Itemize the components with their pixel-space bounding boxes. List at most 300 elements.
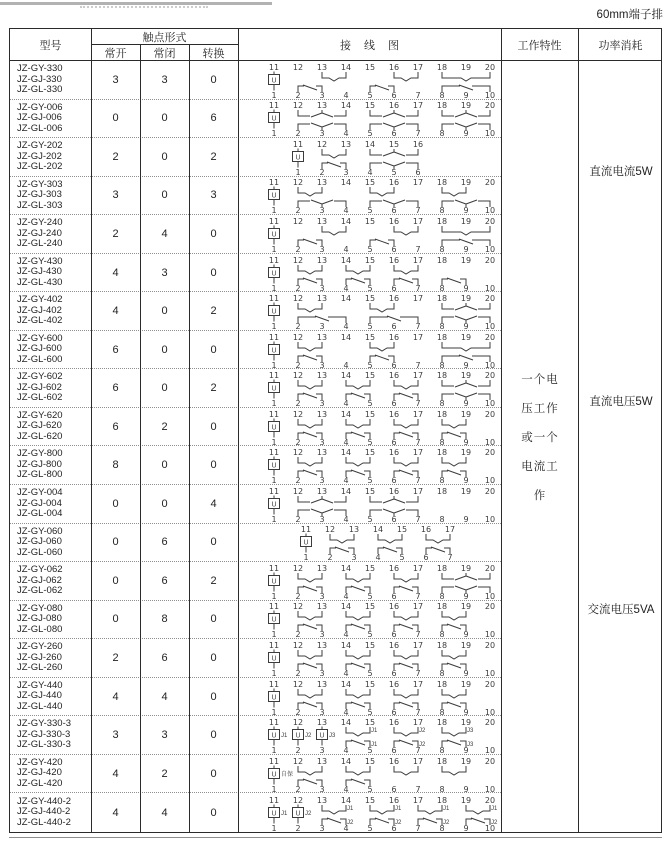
- svg-text:4: 4: [343, 707, 349, 716]
- svg-text:9: 9: [463, 437, 469, 446]
- header-changeover: 转换: [202, 47, 225, 60]
- table-row: [10, 61, 501, 100]
- svg-text:9: 9: [463, 360, 469, 369]
- svg-text:15: 15: [364, 178, 376, 188]
- svg-text:7: 7: [415, 129, 421, 138]
- svg-text:U: U: [271, 385, 277, 393]
- column-divider: [140, 45, 141, 832]
- svg-text:17: 17: [412, 255, 424, 265]
- count-normally-open: 3: [112, 73, 119, 86]
- svg-text:11: 11: [268, 178, 280, 188]
- svg-text:16: 16: [388, 294, 400, 304]
- count-changeover: 0: [210, 227, 217, 240]
- svg-text:10: 10: [484, 437, 496, 446]
- count-normally-open: 4: [112, 690, 119, 703]
- svg-text:7: 7: [415, 823, 421, 832]
- svg-text:20: 20: [484, 216, 496, 226]
- svg-text:10: 10: [484, 591, 496, 600]
- power-consumption-cell: [579, 61, 663, 832]
- svg-text:12: 12: [292, 640, 304, 650]
- model-cell: JZ-GY-060 JZ-GJ-060 JZ-GL-060: [17, 525, 63, 558]
- svg-text:6: 6: [391, 784, 397, 793]
- svg-text:2: 2: [295, 707, 301, 716]
- count-changeover: 6: [210, 112, 217, 125]
- svg-text:2: 2: [295, 630, 301, 639]
- svg-text:9: 9: [463, 322, 469, 331]
- svg-text:U: U: [271, 771, 277, 779]
- svg-text:3: 3: [319, 206, 325, 215]
- count-normally-open: 8: [112, 459, 119, 472]
- svg-text:U: U: [271, 424, 277, 432]
- svg-text:17: 17: [412, 101, 424, 111]
- svg-text:4: 4: [343, 129, 349, 138]
- svg-text:4: 4: [343, 591, 349, 600]
- svg-text:2: 2: [295, 322, 301, 331]
- svg-text:12: 12: [292, 178, 304, 188]
- svg-text:5: 5: [391, 167, 397, 176]
- svg-text:7: 7: [415, 784, 421, 793]
- svg-text:1: 1: [271, 707, 277, 716]
- count-normally-open: 2: [112, 227, 119, 240]
- svg-text:5: 5: [367, 630, 373, 639]
- svg-text:8: 8: [439, 476, 445, 485]
- svg-text:18: 18: [436, 255, 448, 265]
- svg-text:4: 4: [343, 668, 349, 677]
- svg-text:16: 16: [388, 602, 400, 612]
- svg-text:11: 11: [268, 756, 280, 766]
- table-row: [10, 100, 501, 139]
- svg-text:16: 16: [388, 718, 400, 728]
- terminal-strip-label: 60mm端子排: [596, 9, 663, 21]
- svg-text:12: 12: [292, 409, 304, 419]
- wiring-diagram: [238, 755, 501, 793]
- svg-text:14: 14: [340, 640, 352, 650]
- svg-text:7: 7: [415, 514, 421, 523]
- svg-text:1: 1: [295, 167, 301, 176]
- count-normally-open: 0: [112, 613, 119, 626]
- svg-text:14: 14: [340, 756, 352, 766]
- svg-text:15: 15: [364, 216, 376, 226]
- count-normally-open: 0: [112, 112, 119, 125]
- svg-text:8: 8: [439, 823, 445, 832]
- svg-text:13: 13: [348, 525, 360, 535]
- power-consumption-label: 直流电流5W: [589, 166, 653, 178]
- wiring-diagram: [238, 369, 501, 407]
- count-changeover: 0: [210, 266, 217, 279]
- header-model: 型号: [39, 39, 62, 52]
- svg-text:7: 7: [415, 746, 421, 755]
- svg-text:12: 12: [316, 139, 328, 149]
- svg-text:U: U: [271, 231, 277, 239]
- svg-text:20: 20: [484, 255, 496, 265]
- svg-text:15: 15: [364, 756, 376, 766]
- model-cell: JZ-GY-006 JZ-GJ-006 JZ-GL-006: [17, 101, 63, 134]
- svg-text:5: 5: [367, 514, 373, 523]
- svg-text:18: 18: [436, 178, 448, 188]
- svg-text:13: 13: [316, 602, 328, 612]
- svg-text:4: 4: [343, 244, 349, 253]
- count-normally-open: 0: [112, 497, 119, 510]
- svg-text:13: 13: [316, 216, 328, 226]
- svg-text:8: 8: [439, 668, 445, 677]
- table-row: [10, 254, 501, 293]
- svg-text:19: 19: [460, 563, 472, 573]
- model-cell: JZ-GY-440-2 JZ-GJ-440-2 JZ-GL-440-2: [17, 795, 72, 828]
- svg-text:6: 6: [391, 437, 397, 446]
- count-normally-open: 4: [112, 806, 119, 819]
- model-cell: JZ-GY-620 JZ-GJ-620 JZ-GL-620: [17, 409, 63, 442]
- table-row: [10, 369, 501, 408]
- svg-text:11: 11: [268, 448, 280, 458]
- count-changeover: 0: [210, 420, 217, 433]
- svg-text:2: 2: [295, 129, 301, 138]
- svg-text:19: 19: [460, 178, 472, 188]
- svg-text:7: 7: [415, 206, 421, 215]
- svg-text:6: 6: [391, 514, 397, 523]
- svg-text:5: 5: [367, 437, 373, 446]
- top-crop-dots: [80, 6, 208, 8]
- svg-text:16: 16: [388, 178, 400, 188]
- svg-text:1: 1: [271, 90, 277, 99]
- svg-text:14: 14: [340, 563, 352, 573]
- model-cell: JZ-GY-600 JZ-GJ-600 JZ-GL-600: [17, 332, 63, 365]
- svg-text:2: 2: [295, 823, 301, 832]
- svg-text:18: 18: [436, 718, 448, 728]
- svg-text:自保: 自保: [281, 771, 294, 778]
- model-cell: JZ-GY-062 JZ-GJ-062 JZ-GL-062: [17, 564, 63, 597]
- svg-text:11: 11: [268, 409, 280, 419]
- svg-text:5: 5: [399, 553, 405, 562]
- svg-text:5: 5: [367, 360, 373, 369]
- svg-text:7: 7: [415, 244, 421, 253]
- svg-text:4: 4: [343, 630, 349, 639]
- svg-text:12: 12: [292, 371, 304, 381]
- svg-text:J1: J1: [443, 805, 450, 812]
- svg-text:14: 14: [340, 795, 352, 805]
- svg-text:5: 5: [367, 283, 373, 292]
- svg-text:7: 7: [415, 322, 421, 331]
- svg-text:4: 4: [375, 553, 381, 562]
- svg-text:3: 3: [319, 668, 325, 677]
- count-normally-closed: 8: [161, 613, 168, 626]
- svg-text:15: 15: [364, 101, 376, 111]
- svg-text:19: 19: [460, 371, 472, 381]
- wiring-diagram: [238, 793, 501, 832]
- svg-text:7: 7: [415, 399, 421, 408]
- svg-text:17: 17: [412, 409, 424, 419]
- svg-text:9: 9: [463, 784, 469, 793]
- svg-text:4: 4: [343, 784, 349, 793]
- table-row: [10, 331, 501, 370]
- svg-text:10: 10: [484, 668, 496, 677]
- svg-text:14: 14: [340, 62, 352, 72]
- svg-text:8: 8: [439, 707, 445, 716]
- svg-text:4: 4: [343, 90, 349, 99]
- svg-text:8: 8: [439, 244, 445, 253]
- model-cell: JZ-GY-800 JZ-GJ-800 JZ-GL-800: [17, 448, 63, 481]
- svg-text:12: 12: [292, 679, 304, 689]
- svg-text:3: 3: [319, 244, 325, 253]
- top-crop-line: [0, 2, 272, 5]
- svg-text:U: U: [271, 810, 277, 818]
- svg-text:17: 17: [412, 486, 424, 496]
- svg-text:14: 14: [372, 525, 384, 535]
- relay-spec-table: [9, 28, 662, 833]
- svg-text:1: 1: [271, 399, 277, 408]
- table-row: [10, 408, 501, 447]
- svg-text:1: 1: [271, 437, 277, 446]
- svg-text:20: 20: [484, 448, 496, 458]
- count-changeover: 2: [210, 150, 217, 163]
- svg-text:18: 18: [436, 756, 448, 766]
- svg-text:5: 5: [367, 707, 373, 716]
- svg-text:11: 11: [300, 525, 312, 535]
- svg-text:5: 5: [367, 90, 373, 99]
- svg-text:10: 10: [484, 784, 496, 793]
- svg-text:20: 20: [484, 563, 496, 573]
- svg-text:16: 16: [388, 101, 400, 111]
- column-divider: [578, 29, 579, 832]
- table-body: [10, 61, 501, 832]
- count-normally-closed: 0: [161, 459, 168, 472]
- svg-text:11: 11: [268, 101, 280, 111]
- model-cell: JZ-GY-440 JZ-GJ-440 JZ-GL-440: [17, 679, 63, 712]
- svg-text:12: 12: [292, 448, 304, 458]
- svg-text:19: 19: [460, 486, 472, 496]
- svg-text:3: 3: [319, 784, 325, 793]
- svg-text:U: U: [271, 115, 277, 123]
- svg-text:11: 11: [268, 332, 280, 342]
- svg-text:6: 6: [391, 476, 397, 485]
- svg-text:16: 16: [420, 525, 432, 535]
- svg-text:12: 12: [292, 718, 304, 728]
- svg-text:17: 17: [412, 371, 424, 381]
- svg-text:4: 4: [343, 746, 349, 755]
- svg-text:9: 9: [463, 283, 469, 292]
- svg-text:3: 3: [319, 591, 325, 600]
- svg-text:12: 12: [292, 563, 304, 573]
- svg-text:14: 14: [340, 486, 352, 496]
- svg-text:15: 15: [364, 486, 376, 496]
- count-changeover: 0: [210, 536, 217, 549]
- svg-text:J3: J3: [467, 728, 474, 735]
- svg-text:20: 20: [484, 62, 496, 72]
- model-cell: JZ-GY-330-3 JZ-GJ-330-3 JZ-GL-330-3: [17, 718, 72, 751]
- svg-text:16: 16: [388, 448, 400, 458]
- svg-text:U: U: [295, 732, 301, 740]
- svg-text:12: 12: [292, 756, 304, 766]
- svg-text:8: 8: [439, 129, 445, 138]
- svg-text:15: 15: [364, 409, 376, 419]
- svg-text:2: 2: [295, 244, 301, 253]
- svg-text:15: 15: [364, 448, 376, 458]
- svg-text:11: 11: [268, 255, 280, 265]
- svg-text:U: U: [271, 501, 277, 509]
- svg-text:6: 6: [391, 746, 397, 755]
- svg-text:6: 6: [391, 283, 397, 292]
- svg-text:20: 20: [484, 178, 496, 188]
- svg-text:14: 14: [340, 371, 352, 381]
- svg-text:U: U: [271, 462, 277, 470]
- count-normally-open: 0: [112, 536, 119, 549]
- svg-text:17: 17: [412, 718, 424, 728]
- svg-text:13: 13: [316, 718, 328, 728]
- column-divider: [189, 45, 190, 832]
- svg-text:20: 20: [484, 718, 496, 728]
- svg-text:16: 16: [388, 756, 400, 766]
- svg-text:13: 13: [316, 101, 328, 111]
- svg-text:18: 18: [436, 602, 448, 612]
- table-row: [10, 562, 501, 601]
- svg-text:17: 17: [412, 640, 424, 650]
- svg-text:5: 5: [367, 476, 373, 485]
- svg-text:18: 18: [436, 409, 448, 419]
- svg-text:16: 16: [388, 486, 400, 496]
- svg-text:14: 14: [340, 679, 352, 689]
- svg-text:8: 8: [439, 90, 445, 99]
- svg-text:J1: J1: [371, 742, 378, 749]
- svg-text:19: 19: [460, 216, 472, 226]
- svg-text:U: U: [271, 732, 277, 740]
- svg-text:U: U: [295, 154, 301, 162]
- count-changeover: 0: [210, 690, 217, 703]
- svg-text:8: 8: [439, 206, 445, 215]
- svg-text:6: 6: [391, 707, 397, 716]
- svg-text:19: 19: [460, 409, 472, 419]
- svg-text:16: 16: [388, 409, 400, 419]
- svg-text:16: 16: [412, 139, 424, 149]
- svg-text:15: 15: [364, 795, 376, 805]
- svg-text:3: 3: [319, 746, 325, 755]
- svg-text:J2: J2: [347, 819, 354, 826]
- svg-text:11: 11: [268, 795, 280, 805]
- svg-text:1: 1: [271, 514, 277, 523]
- svg-text:5: 5: [367, 244, 373, 253]
- svg-text:18: 18: [436, 795, 448, 805]
- svg-text:U: U: [271, 578, 277, 586]
- svg-text:J1: J1: [395, 805, 402, 812]
- svg-text:4: 4: [343, 437, 349, 446]
- table-row: [10, 793, 501, 832]
- wiring-diagram: [238, 446, 501, 484]
- svg-text:10: 10: [484, 360, 496, 369]
- wiring-diagram: [238, 639, 501, 677]
- model-cell: JZ-GY-602 JZ-GJ-602 JZ-GL-602: [17, 371, 63, 404]
- svg-text:8: 8: [439, 283, 445, 292]
- table-row: [10, 292, 501, 331]
- bottom-double-line: [9, 837, 662, 838]
- svg-text:16: 16: [388, 216, 400, 226]
- svg-text:7: 7: [415, 668, 421, 677]
- svg-text:10: 10: [484, 90, 496, 99]
- svg-text:17: 17: [412, 294, 424, 304]
- svg-text:8: 8: [439, 437, 445, 446]
- svg-text:19: 19: [460, 294, 472, 304]
- svg-text:5: 5: [367, 399, 373, 408]
- svg-text:6: 6: [415, 167, 421, 176]
- count-normally-closed: 4: [161, 690, 168, 703]
- svg-text:5: 5: [367, 129, 373, 138]
- svg-text:9: 9: [463, 823, 469, 832]
- svg-text:16: 16: [388, 371, 400, 381]
- svg-text:1: 1: [271, 283, 277, 292]
- svg-text:6: 6: [391, 206, 397, 215]
- svg-text:14: 14: [340, 101, 352, 111]
- svg-text:15: 15: [364, 294, 376, 304]
- count-normally-closed: 0: [161, 112, 168, 125]
- work-characteristic-cell: [502, 61, 578, 832]
- svg-text:13: 13: [316, 795, 328, 805]
- svg-text:15: 15: [364, 602, 376, 612]
- svg-text:11: 11: [268, 371, 280, 381]
- svg-text:U: U: [271, 616, 277, 624]
- svg-text:2: 2: [327, 553, 333, 562]
- svg-text:13: 13: [316, 178, 328, 188]
- svg-text:2: 2: [295, 399, 301, 408]
- svg-text:15: 15: [364, 563, 376, 573]
- svg-text:13: 13: [316, 371, 328, 381]
- svg-text:U: U: [295, 810, 301, 818]
- svg-text:3: 3: [319, 823, 325, 832]
- model-cell: JZ-GY-004 JZ-GJ-004 JZ-GL-004: [17, 487, 63, 520]
- svg-text:2: 2: [295, 437, 301, 446]
- count-normally-open: 4: [112, 305, 119, 318]
- table-row: [10, 601, 501, 640]
- svg-text:4: 4: [343, 476, 349, 485]
- svg-text:19: 19: [460, 756, 472, 766]
- svg-text:3: 3: [319, 90, 325, 99]
- svg-text:15: 15: [364, 371, 376, 381]
- column-divider: [238, 29, 239, 832]
- table-row: [10, 524, 501, 563]
- svg-text:4: 4: [367, 167, 373, 176]
- svg-text:20: 20: [484, 101, 496, 111]
- count-changeover: 0: [210, 651, 217, 664]
- svg-text:16: 16: [388, 332, 400, 342]
- power-consumption-label: 直流电压5W: [589, 396, 653, 408]
- svg-text:5: 5: [367, 823, 373, 832]
- svg-text:3: 3: [351, 553, 357, 562]
- count-normally-closed: 0: [161, 497, 168, 510]
- svg-text:3: 3: [319, 129, 325, 138]
- svg-text:9: 9: [463, 90, 469, 99]
- svg-text:10: 10: [484, 476, 496, 485]
- model-cell: JZ-GY-330 JZ-GJ-330 JZ-GL-330: [17, 63, 63, 96]
- svg-text:12: 12: [292, 602, 304, 612]
- count-normally-open: 4: [112, 767, 119, 780]
- svg-text:U: U: [303, 539, 309, 547]
- count-changeover: 2: [210, 574, 217, 587]
- svg-text:1: 1: [271, 591, 277, 600]
- svg-text:J3: J3: [467, 742, 474, 749]
- svg-text:20: 20: [484, 294, 496, 304]
- svg-text:2: 2: [295, 360, 301, 369]
- svg-text:U: U: [271, 270, 277, 278]
- svg-text:18: 18: [436, 216, 448, 226]
- svg-text:1: 1: [271, 244, 277, 253]
- svg-text:4: 4: [343, 322, 349, 331]
- count-normally-open: 0: [112, 574, 119, 587]
- count-normally-closed: 3: [161, 266, 168, 279]
- svg-text:1: 1: [271, 746, 277, 755]
- model-cell: JZ-GY-430 JZ-GJ-430 JZ-GL-430: [17, 255, 63, 288]
- table-row: [10, 678, 501, 717]
- count-normally-closed: 0: [161, 382, 168, 395]
- svg-text:8: 8: [439, 591, 445, 600]
- count-changeover: 2: [210, 382, 217, 395]
- wiring-diagram: [238, 408, 501, 446]
- power-consumption-label: 交流电压5VA: [587, 604, 655, 616]
